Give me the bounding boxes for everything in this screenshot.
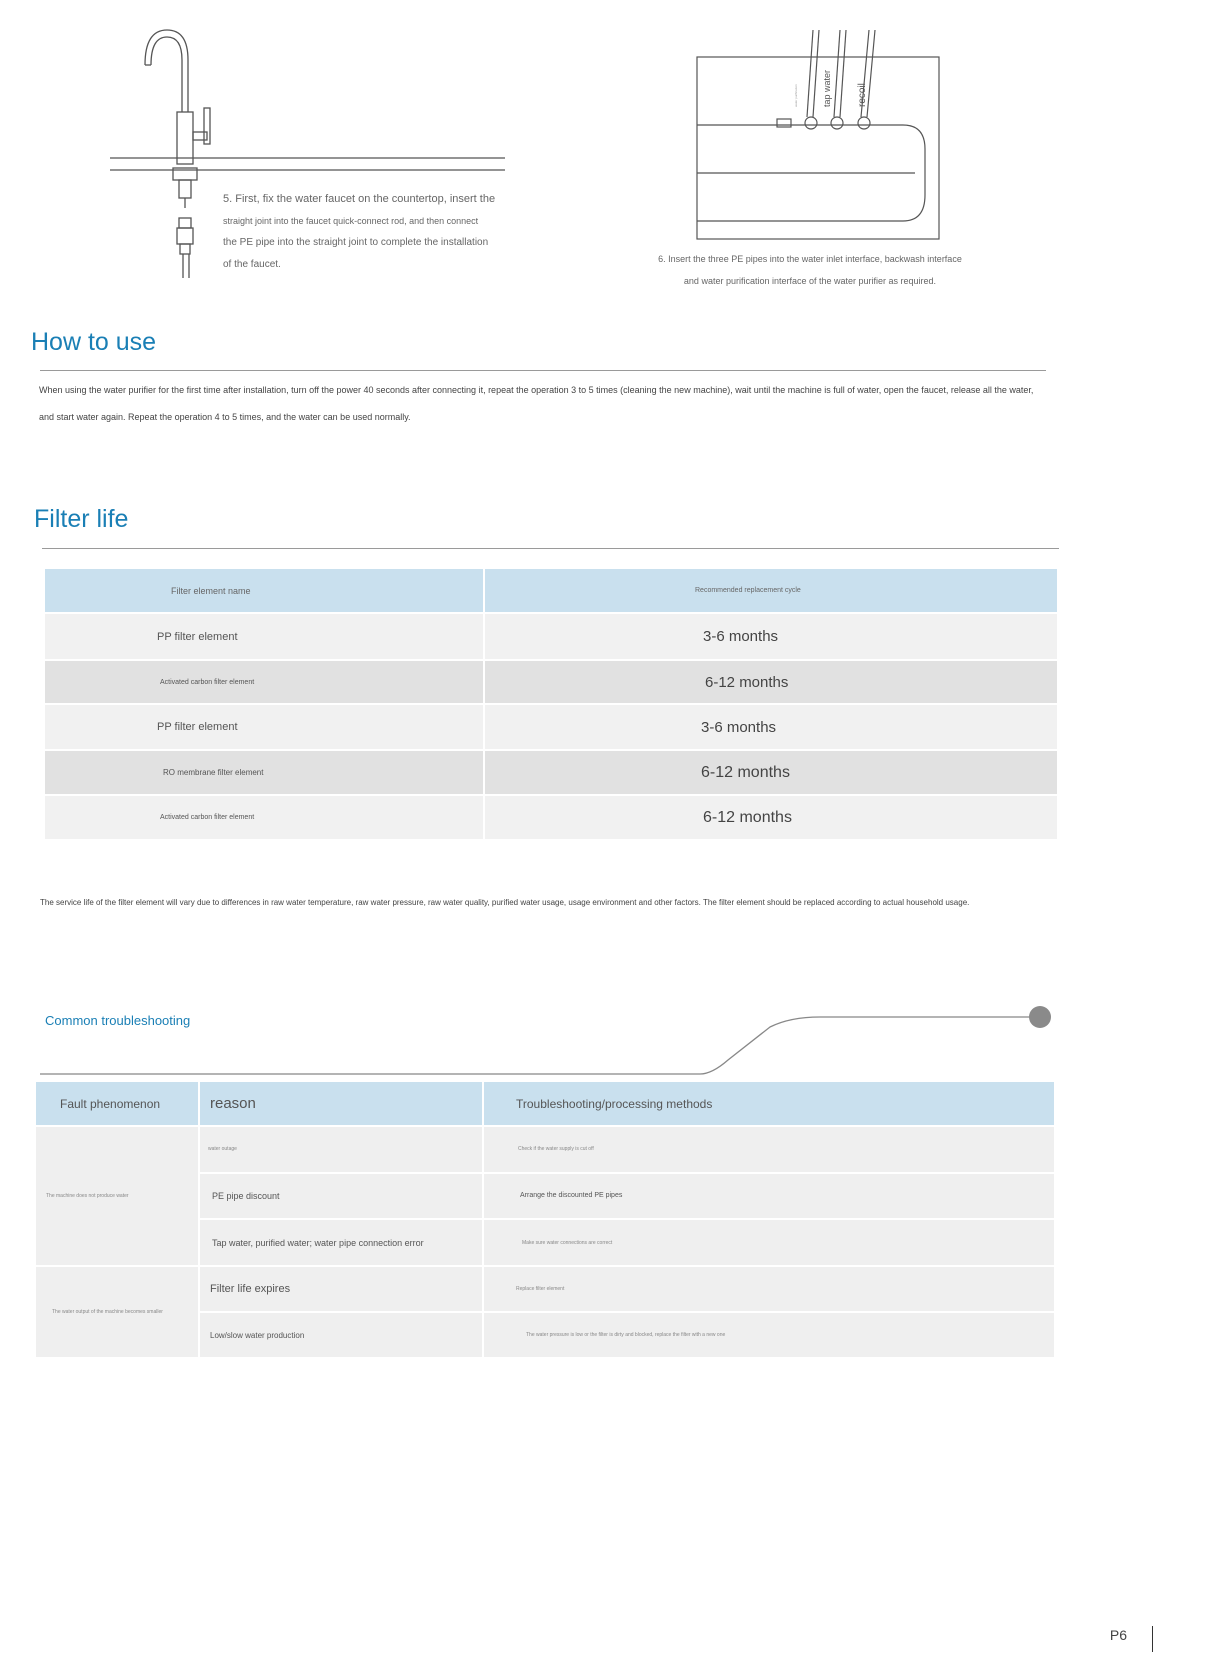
fault-method: Make sure water connections are correct <box>484 1220 1054 1265</box>
filter-name: Activated carbon filter element <box>45 796 483 839</box>
step5-line4: of the faucet. <box>223 259 281 270</box>
step6-line1: 6. Insert the three PE pipes into the water inlet interface, backwash interface <box>658 254 962 264</box>
filter-cycle: 3-6 months <box>485 705 1057 749</box>
fault-reason: PE pipe discount <box>200 1174 482 1219</box>
how-to-use-title: How to use <box>31 328 157 356</box>
filter-life-table <box>43 567 1059 841</box>
filter-life-title: Filter life <box>34 505 129 533</box>
fault-method: Check if the water supply is cut off <box>484 1127 1054 1172</box>
filter-cycle: 6-12 months <box>485 751 1057 794</box>
step6-caption <box>640 248 980 292</box>
troubleshooting-header-line <box>40 1005 1060 1075</box>
pipe-label-water-purification: water purification <box>794 84 798 107</box>
header-reason: reason <box>200 1082 482 1125</box>
fault-reason: water outage <box>200 1127 482 1172</box>
step5-line2: straight joint into the faucet quick-connect rod, and then connect <box>223 216 479 226</box>
troubleshooting-title: Common troubleshooting <box>45 1013 191 1028</box>
filter-name: Activated carbon filter element <box>45 661 483 703</box>
table-row <box>45 751 1057 794</box>
fault-method: Replace filter element <box>484 1267 1054 1311</box>
table-row <box>36 1267 1054 1311</box>
fault-reason: Filter life expires <box>200 1267 482 1311</box>
pipe-label-recoil: recoil <box>857 83 868 107</box>
filter-name: PP filter element <box>45 705 483 749</box>
header-replacement-cycle: Recommended replacement cycle <box>485 569 1057 612</box>
table-row <box>45 614 1057 659</box>
fault-phenomenon: The water output of the machine becomes smaller <box>36 1267 198 1357</box>
step5-caption <box>223 188 533 276</box>
table-row <box>45 796 1057 839</box>
fault-phenomenon: The machine does not produce water <box>36 1127 198 1265</box>
step5-line3: the PE pipe into the straight joint to complete the installation <box>223 237 489 248</box>
pipe-label-tap-water: tap water <box>822 69 832 107</box>
page-number-divider <box>1152 1626 1153 1652</box>
how-to-use-divider <box>40 370 1046 371</box>
step5-line1: 5. First, fix the water faucet on the countertop, insert the <box>223 193 496 205</box>
troubleshooting-table-header <box>36 1082 1054 1125</box>
fault-reason: Low/slow water production <box>200 1313 482 1357</box>
fault-method: Arrange the discounted PE pipes <box>484 1174 1054 1219</box>
filter-life-note: The service life of the filter element will vary due to differences in raw water temperature, raw water pressure, raw water quality, purified water usage, usage environment and other factors. The filter element should be replaced according to actual household usage. <box>40 898 970 907</box>
table-row <box>45 705 1057 749</box>
fault-method: The water pressure is low or the filter is dirty and blocked, replace the filter with a new one <box>484 1313 1054 1357</box>
how-to-use-text: When using the water purifier for the first time after installation, turn off the power 40 seconds after connecting it, repeat the operation 3 to 5 times (cleaning the new machine), wait until the machine is full of water, open the faucet, release all the water, and start water again. Repeat the operation 4 to 5 times, and the water can be used normally. <box>39 385 1034 422</box>
filter-cycle: 6-12 months <box>485 661 1057 703</box>
table-row <box>45 661 1057 703</box>
table-row <box>36 1127 1054 1172</box>
filter-table-header <box>45 569 1057 612</box>
header-filter-name: Filter element name <box>45 569 483 612</box>
header-fault: Fault phenomenon <box>36 1082 198 1125</box>
filter-cycle: 6-12 months <box>485 796 1057 839</box>
filter-cycle: 3-6 months <box>485 614 1057 659</box>
header-method: Troubleshooting/processing methods <box>484 1082 1054 1125</box>
troubleshooting-table <box>34 1080 1056 1359</box>
page-number: P6 <box>1109 1627 1127 1643</box>
filter-life-divider <box>42 548 1059 549</box>
timeline-dot <box>1029 1006 1051 1028</box>
purifier-illustration <box>693 25 953 245</box>
filter-name: PP filter element <box>45 614 483 659</box>
fault-reason: Tap water, purified water; water pipe connection error <box>200 1220 482 1265</box>
step6-line2: and water purification interface of the water purifier as required. <box>683 276 937 286</box>
filter-name: RO membrane filter element <box>45 751 483 794</box>
